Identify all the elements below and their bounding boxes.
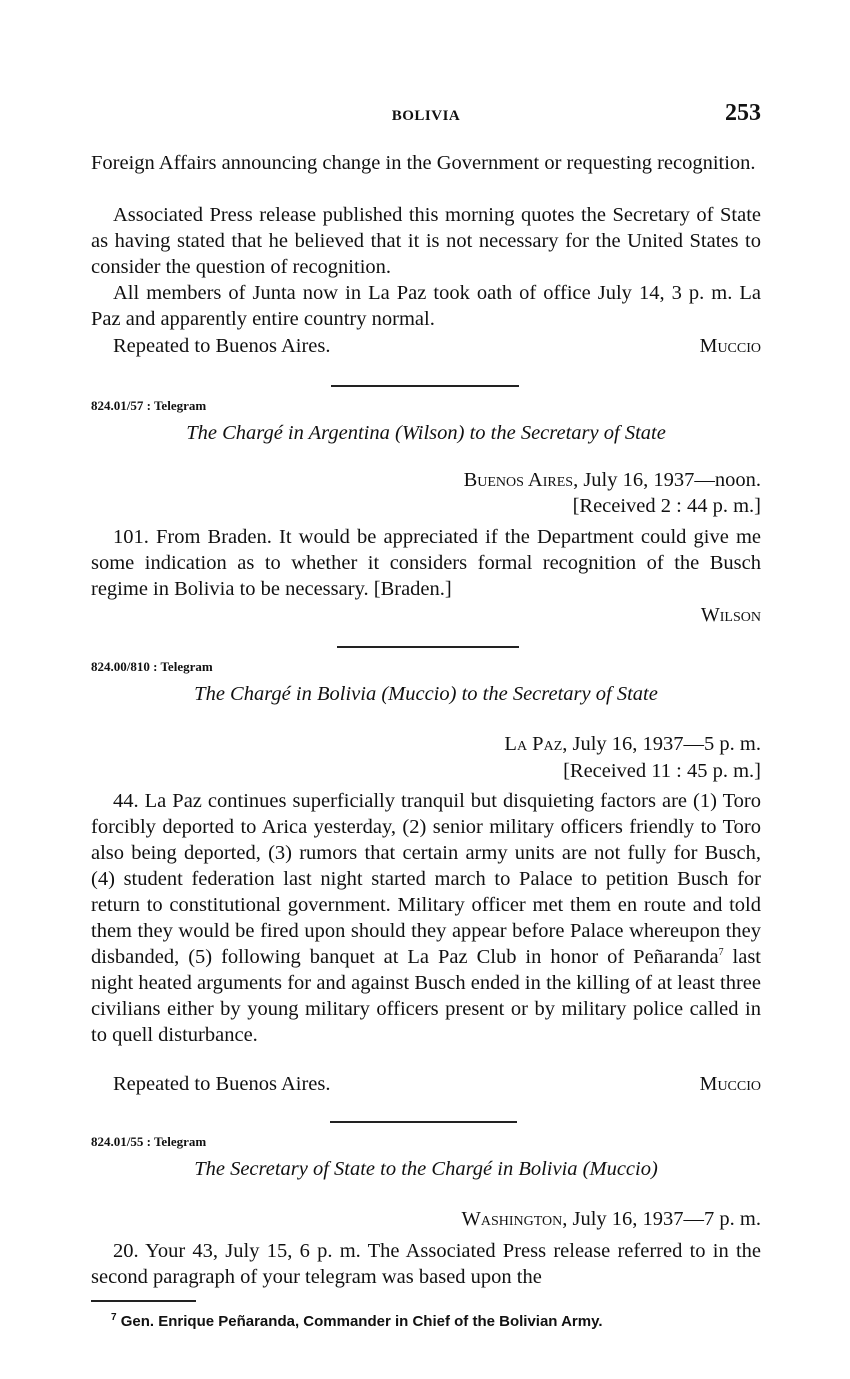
paragraph: Foreign Affairs announcing change in the Government or requesting recognition. [91,152,756,174]
footnote-rule [91,1300,196,1302]
document-caption: The Secretary of State to the Chargé in Bolivia (Muccio) [194,1158,658,1180]
file-number: 824.00/810 : Telegram [91,659,213,674]
dateline: Buenos Aires, July 16, 1937—noon. [463,469,761,491]
section-divider [331,385,519,387]
file-number: 824.01/57 : Telegram [91,398,207,413]
telegram-body: 20. Your 43, July 15, 6 p. m. The Associated Press release referred to in the second paragraph of your telegram was based upon the [91,1240,761,1288]
document-caption: The Chargé in Bolivia (Muccio) to the Secretary of State [194,683,658,705]
telegram-body: 101. From Braden. It would be appreciated if the Department could give me some indication as to whether it considers formal recognition of the Busch regime in Bolivia to be necessary. [Braden.] [91,526,761,600]
place-name: Buenos Aires [463,469,574,491]
repeated-note: Repeated to Buenos Aires. [113,335,331,357]
signature: Wilson [700,604,761,626]
received-note: [Received 2 : 44 p. m.] [572,495,761,517]
repeated-note: Repeated to Buenos Aires. [113,1073,331,1095]
footnote: $^7$ Gen. Enrique Peñaranda, Commander in Chief of the Bolivian Army. [111,1312,603,1330]
section-divider [337,646,519,648]
signature: Muccio [699,335,761,357]
place-name: La Paz [504,733,563,755]
place-name: Washington [461,1208,563,1230]
file-number: 824.01/55 : Telegram [91,1134,207,1149]
received-note: [Received 11 : 45 p. m.] [563,760,761,782]
paragraph: All members of Junta now in La Paz took oath of office July 14, 3 p. m. La Paz and apparently entire country normal. [91,282,761,330]
document-caption: The Chargé in Argentina (Wilson) to the Secretary of State [186,422,666,444]
page-number: 253 [725,100,761,126]
section-divider [330,1121,517,1123]
paragraph: Associated Press release published this morning quotes the Secretary of State as having stated that he believed that it is not necessary for the United States to consider the question of recognition. [91,204,761,278]
dateline: La Paz, July 16, 1937—5 p. m. [504,733,761,755]
footnote-reference: 7 [718,947,724,959]
running-title: BOLIVIA [391,108,461,124]
telegram-body: 44. La Paz continues superficially tranquil but disquieting factors are (1) Toro forcibly deported to Arica yesterday, (2) senior military officers friendly to Toro also being deported, (3) rumors that certain army units are not fully for Busch, (4) student federation last night started march to Palace to petition Busch for return to constitutional government. Military officer met them en route and told them they would be fired upon should they appear before Palace whereupon they disbanded, (5) following banquet at La Paz Club in honor of Peñaranda$^7$ last night heated arguments for and against Busch ended in the killing of at least three civilians either by young military officers present or by military police called in to quell disturbance. [91,790,762,1046]
dateline: Washington, July 16, 1937—7 p. m. [461,1208,761,1230]
signature: Muccio [699,1073,761,1095]
